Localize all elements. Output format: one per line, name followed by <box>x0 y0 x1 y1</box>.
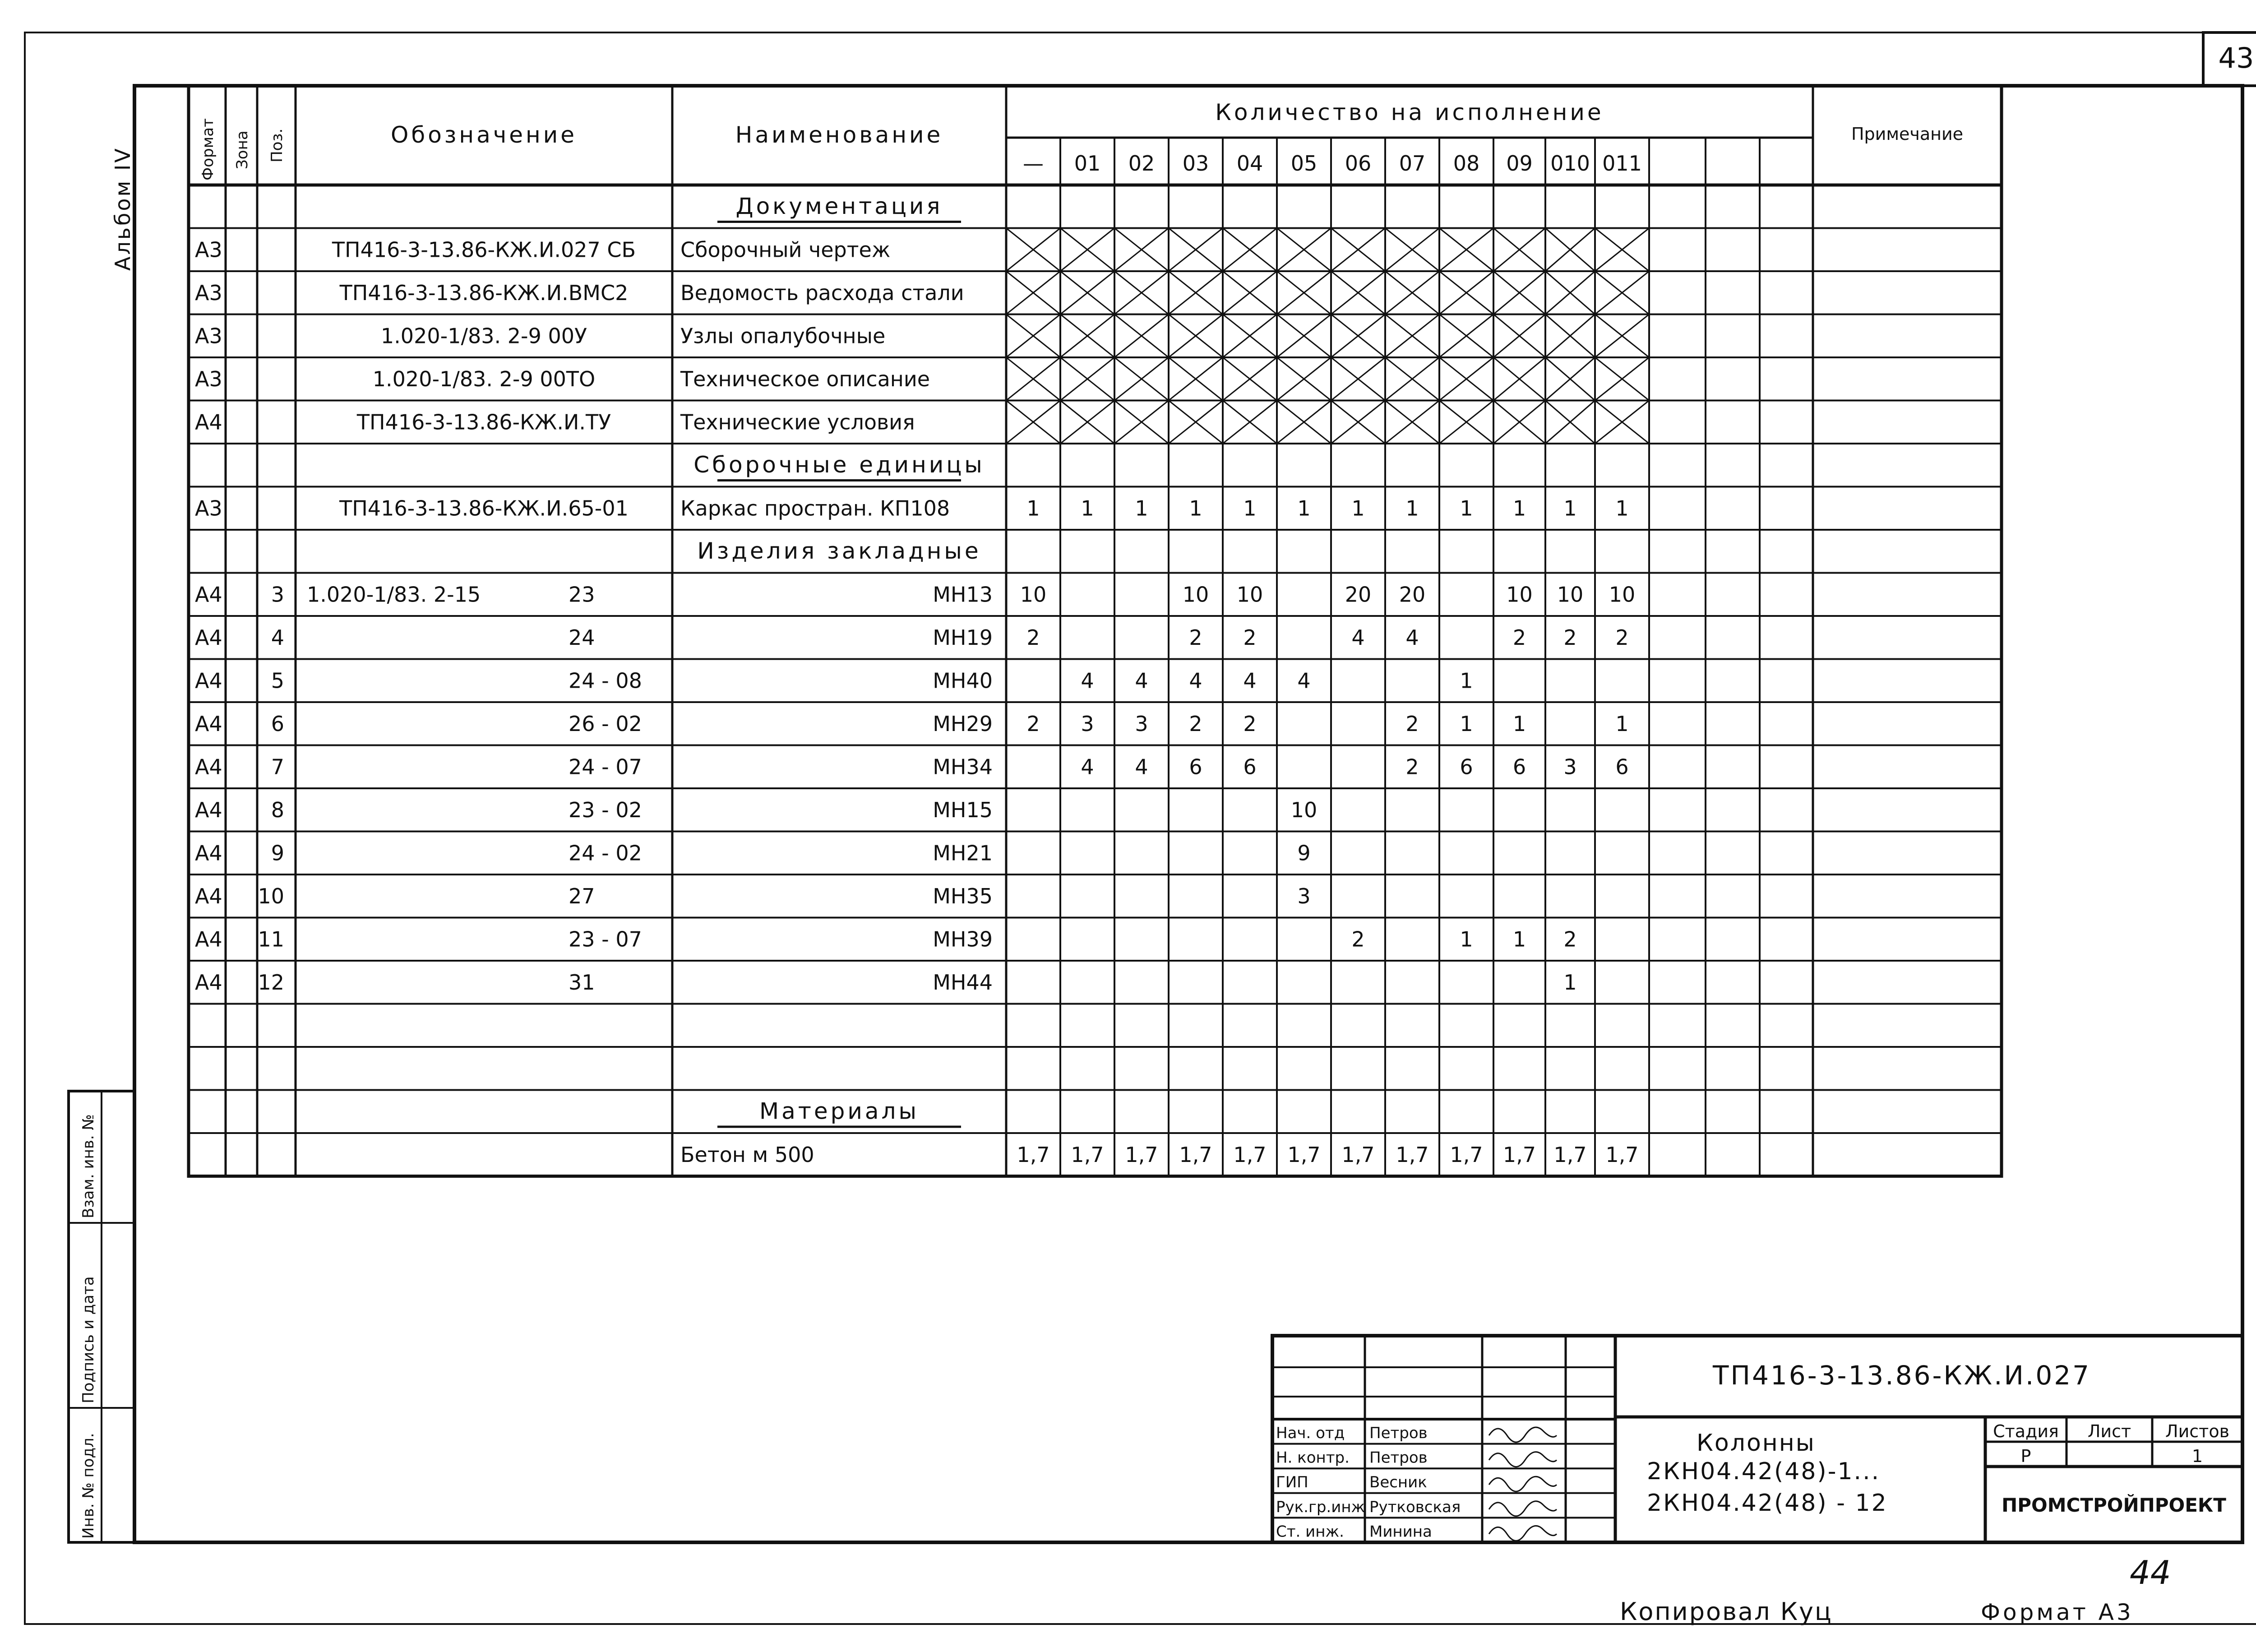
table-row <box>195 754 1629 779</box>
footer-copied-by: Копировал Куц <box>1620 1597 1833 1626</box>
cell-quantity: 4 <box>1081 754 1094 779</box>
stage-value: Р <box>2020 1446 2031 1466</box>
cell-name: МН15 <box>933 797 993 822</box>
cell-quantity: 4 <box>1081 668 1094 693</box>
role-label: Н. контр. <box>1276 1448 1350 1467</box>
cell-name: МН13 <box>933 582 993 607</box>
header-pos: Поз. <box>268 128 286 162</box>
header-designation: Обозначение <box>391 122 577 148</box>
cell-quantity: 10 <box>1236 582 1263 607</box>
role-label: Ст. инж. <box>1276 1522 1344 1541</box>
cell-quantity: 3 <box>1081 711 1094 736</box>
table-row <box>195 401 1649 444</box>
cell-designation: ТП416-3-13.86-КЖ.И.ВМС2 <box>339 280 629 305</box>
cell-name: Каркас простран. КП108 <box>680 496 950 521</box>
table-row <box>693 452 985 481</box>
cell-quantity: 2 <box>1243 625 1257 650</box>
variant-label: 04 <box>1236 151 1263 176</box>
cell-designation: ТП416-3-13.86-КЖ.И.65-01 <box>339 496 629 521</box>
table-row <box>717 193 961 222</box>
cell-designation-suffix: 24 <box>569 625 595 650</box>
cell-quantity: 3 <box>1297 884 1311 908</box>
table-row <box>195 884 1311 908</box>
cell-quantity: 4 <box>1405 625 1419 650</box>
variant-label: 01 <box>1074 151 1101 176</box>
cell-quantity: 1 <box>1460 668 1473 693</box>
cell-quantity: 4 <box>1189 668 1202 693</box>
cell-quantity: 2 <box>1243 711 1257 736</box>
cell-pos: 7 <box>271 754 284 779</box>
cell-format: А4 <box>195 841 222 865</box>
cell-pos: 10 <box>258 884 284 908</box>
cell-name: Ведомость расхода стали <box>680 280 964 305</box>
table-row <box>195 228 1649 272</box>
cell-quantity: 1 <box>1135 496 1148 521</box>
cell-quantity: 2 <box>1615 625 1629 650</box>
album-label: Альбом IV <box>111 147 135 271</box>
sheets-value: 1 <box>2191 1446 2203 1466</box>
table-row <box>195 668 1473 693</box>
side-stamp-signature-date: Подпись и дата <box>79 1276 97 1403</box>
cell-format: А4 <box>195 668 222 693</box>
cell-name: Узлы опалубочные <box>680 324 886 348</box>
cell-quantity: 2 <box>1563 625 1577 650</box>
table-row <box>195 271 1649 315</box>
role-name: Рутковская <box>1369 1498 1461 1516</box>
variant-label: 010 <box>1550 151 1590 176</box>
cell-quantity: 20 <box>1399 582 1426 607</box>
cell-designation: 1.020-1/83. 2-9 00У <box>380 324 587 348</box>
table-row <box>195 625 1629 650</box>
cell-designation-suffix: 23 - 02 <box>569 797 642 822</box>
cell-quantity: 1 <box>1615 496 1629 521</box>
cell-quantity: 4 <box>1297 668 1311 693</box>
cell-quantity: 6 <box>1460 754 1473 779</box>
cell-format: А4 <box>195 754 222 779</box>
variant-label: — <box>1023 151 1044 176</box>
specification-table <box>189 86 2002 1176</box>
side-stamp <box>69 1091 134 1542</box>
cell-quantity: 1 <box>1460 927 1473 952</box>
cell-quantity: 6 <box>1615 754 1629 779</box>
cell-pos: 5 <box>271 668 284 693</box>
cell-quantity: 1 <box>1297 496 1311 521</box>
cell-quantity: 10 <box>1290 797 1318 822</box>
table-row <box>195 582 1635 606</box>
side-stamp-vzam-inv: Взам. инв. № <box>79 1114 97 1218</box>
section-heading: Материалы <box>759 1098 919 1124</box>
variant-label: 08 <box>1453 151 1480 176</box>
cell-pos: 6 <box>271 711 284 736</box>
cell-format: А4 <box>195 884 222 908</box>
cell-quantity: 1,7 <box>1287 1142 1321 1167</box>
cell-quantity: 20 <box>1345 582 1372 607</box>
cell-quantity: 4 <box>1351 625 1365 650</box>
organization-name: ПРОМСТРОЙПРОЕКТ <box>2002 1494 2226 1516</box>
cell-designation-suffix: 24 - 02 <box>569 841 642 865</box>
table-row <box>195 496 1629 520</box>
cell-quantity: 9 <box>1297 841 1311 865</box>
cell-quantity: 1,7 <box>1071 1142 1104 1167</box>
cell-quantity: 4 <box>1135 668 1148 693</box>
cell-quantity: 4 <box>1135 754 1148 779</box>
signature-mark <box>1489 1501 1557 1516</box>
cell-quantity: 1 <box>1405 496 1419 521</box>
cell-quantity: 1 <box>1563 496 1577 521</box>
role-name: Весник <box>1369 1473 1427 1492</box>
cell-pos: 9 <box>271 841 284 865</box>
variant-label: 06 <box>1345 151 1372 176</box>
page-number: 43 <box>2218 42 2254 74</box>
handwritten-sheet-number: 44 <box>2130 1554 2171 1592</box>
cell-quantity: 2 <box>1026 625 1040 650</box>
cell-name: МН21 <box>933 841 993 865</box>
cell-quantity: 1,7 <box>1396 1142 1429 1167</box>
cell-quantity: 1 <box>1081 496 1094 521</box>
cell-designation: 1.020-1/83. 2-9 00ТО <box>372 366 596 391</box>
cell-quantity: 1 <box>1563 970 1577 995</box>
cell-name: МН35 <box>933 884 993 908</box>
cell-designation: ТП416-3-13.86-КЖ.И.ТУ <box>356 410 611 435</box>
variant-label: 07 <box>1399 151 1426 176</box>
cell-quantity: 1 <box>1460 496 1473 521</box>
cell-quantity: 1 <box>1512 927 1526 952</box>
cell-designation-suffix: 24 - 08 <box>569 668 642 693</box>
cell-format: А4 <box>195 797 222 822</box>
cell-name: МН40 <box>933 668 993 693</box>
header-name: Наименование <box>735 122 943 148</box>
cell-designation-suffix: 31 <box>569 970 595 995</box>
cell-format: А4 <box>195 410 222 435</box>
cell-quantity: 2 <box>1405 754 1419 779</box>
cell-quantity: 1,7 <box>1017 1142 1050 1167</box>
table-row <box>195 712 1629 736</box>
variant-label: 05 <box>1290 151 1318 176</box>
cell-format: А4 <box>195 927 222 952</box>
cell-name: Бетон м 500 <box>680 1142 814 1167</box>
table-row <box>195 798 1317 822</box>
cell-designation-suffix: 26 - 02 <box>569 711 642 736</box>
cell-quantity: 1 <box>1460 711 1473 736</box>
role-label: Рук.гр.инж <box>1276 1498 1365 1516</box>
header-quantity-group: Количество на исполнение <box>1215 99 1604 125</box>
cell-quantity: 1,7 <box>1125 1142 1158 1167</box>
variant-label: 03 <box>1182 151 1209 176</box>
cell-pos: 4 <box>271 625 284 650</box>
stage-label: Стадия <box>1993 1421 2059 1441</box>
cell-quantity: 1 <box>1512 711 1526 736</box>
cell-format: А3 <box>195 237 222 262</box>
cell-quantity: 10 <box>1506 582 1533 607</box>
cell-designation: 1.020-1/83. 2-15 <box>307 582 481 607</box>
table-row <box>195 970 1577 995</box>
cell-quantity: 1 <box>1189 496 1202 521</box>
footer-format: Формат А3 <box>1981 1599 2134 1625</box>
cell-format: А4 <box>195 970 222 995</box>
cell-pos: 8 <box>271 797 284 822</box>
table-row <box>195 315 1649 358</box>
header-note: Примечание <box>1851 124 1964 144</box>
cell-quantity: 6 <box>1189 754 1202 779</box>
role-name: Петров <box>1369 1424 1428 1442</box>
cell-quantity: 1,7 <box>1605 1142 1639 1167</box>
table-row <box>195 927 1577 951</box>
cell-name: МН34 <box>933 754 993 779</box>
cell-quantity: 1,7 <box>1341 1142 1375 1167</box>
cell-quantity: 1,7 <box>1502 1142 1536 1167</box>
subsection-heading: Изделия закладные <box>697 537 981 564</box>
cell-format: А3 <box>195 324 222 348</box>
cell-pos: 3 <box>271 582 284 607</box>
cell-quantity: 1,7 <box>1179 1142 1212 1167</box>
role-label: Нач. отд <box>1276 1424 1345 1442</box>
sheets-label: Листов <box>2165 1421 2229 1441</box>
side-stamp-inv-podl: Инв. № подл. <box>79 1433 97 1539</box>
cell-format: А3 <box>195 366 222 391</box>
cell-quantity: 1 <box>1512 496 1526 521</box>
variant-label: 02 <box>1128 151 1155 176</box>
cell-format: А3 <box>195 496 222 521</box>
cell-format: А4 <box>195 625 222 650</box>
cell-quantity: 1 <box>1243 496 1257 521</box>
signature-mark <box>1489 1476 1557 1491</box>
header-format: Формат <box>199 118 217 180</box>
title-line: 2КН04.42(48) - 12 <box>1647 1490 1888 1517</box>
variant-label: 09 <box>1506 151 1533 176</box>
table-row <box>717 1098 961 1127</box>
cell-quantity: 2 <box>1512 625 1526 650</box>
cell-quantity: 2 <box>1351 927 1365 952</box>
cell-quantity: 10 <box>1557 582 1584 607</box>
cell-quantity: 2 <box>1405 711 1419 736</box>
cell-name: МН39 <box>933 927 993 952</box>
cell-designation: ТП416-3-13.86-КЖ.И.027 СБ <box>332 237 636 262</box>
cell-designation-suffix: 23 - 07 <box>569 927 642 952</box>
cell-quantity: 2 <box>1189 711 1202 736</box>
sheet-label: Лист <box>2087 1421 2131 1441</box>
document-code: ТП416-3-13.86-КЖ.И.027 <box>1712 1360 2091 1391</box>
role-name: Петров <box>1369 1448 1428 1467</box>
cell-quantity: 4 <box>1243 668 1257 693</box>
cell-quantity: 1 <box>1026 496 1040 521</box>
cell-name: МН44 <box>933 970 993 995</box>
cell-pos: 12 <box>258 970 284 995</box>
cell-designation-suffix: 23 <box>569 582 595 607</box>
table-row <box>195 357 1649 401</box>
cell-format: А4 <box>195 582 222 607</box>
table-row <box>195 841 1311 865</box>
signature-mark <box>1489 1526 1557 1541</box>
title-block <box>1272 1336 2242 1542</box>
cell-name: Сборочный чертеж <box>680 237 891 262</box>
table-row <box>697 538 981 564</box>
cell-quantity: 6 <box>1512 754 1526 779</box>
cell-name: Техническое описание <box>680 366 930 391</box>
cell-quantity: 6 <box>1243 754 1257 779</box>
cell-format: А3 <box>195 280 222 305</box>
cell-quantity: 3 <box>1135 711 1148 736</box>
title-line: 2КН04.42(48)-1... <box>1647 1458 1881 1485</box>
cell-quantity: 2 <box>1189 625 1202 650</box>
cell-quantity: 1,7 <box>1233 1142 1267 1167</box>
cell-name: Технические условия <box>680 410 915 435</box>
cell-pos: 11 <box>258 927 284 952</box>
cell-quantity: 1 <box>1351 496 1365 521</box>
cell-quantity: 10 <box>1182 582 1209 607</box>
signature-mark <box>1489 1427 1557 1442</box>
cell-quantity: 1,7 <box>1450 1142 1483 1167</box>
cell-quantity: 10 <box>1020 582 1047 607</box>
variant-label: 011 <box>1602 151 1642 176</box>
title-line: Колонны <box>1697 1430 1816 1457</box>
cell-name: МН19 <box>933 625 993 650</box>
signature-mark <box>1489 1452 1557 1467</box>
header-zone: Зона <box>233 130 251 169</box>
cell-designation-suffix: 24 - 07 <box>569 754 642 779</box>
role-name: Минина <box>1369 1522 1432 1541</box>
cell-quantity: 1,7 <box>1553 1142 1587 1167</box>
role-label: ГИП <box>1276 1473 1308 1492</box>
section-heading: Сборочные единицы <box>693 451 985 478</box>
cell-quantity: 2 <box>1563 927 1577 952</box>
cell-quantity: 10 <box>1609 582 1636 607</box>
cell-quantity: 1 <box>1615 711 1629 736</box>
cell-format: А4 <box>195 711 222 736</box>
section-heading: Документация <box>735 193 943 219</box>
cell-designation-suffix: 27 <box>569 884 595 908</box>
cell-quantity: 3 <box>1563 754 1577 779</box>
table-row <box>680 1143 1639 1167</box>
cell-quantity: 2 <box>1026 711 1040 736</box>
cell-name: МН29 <box>933 711 993 736</box>
